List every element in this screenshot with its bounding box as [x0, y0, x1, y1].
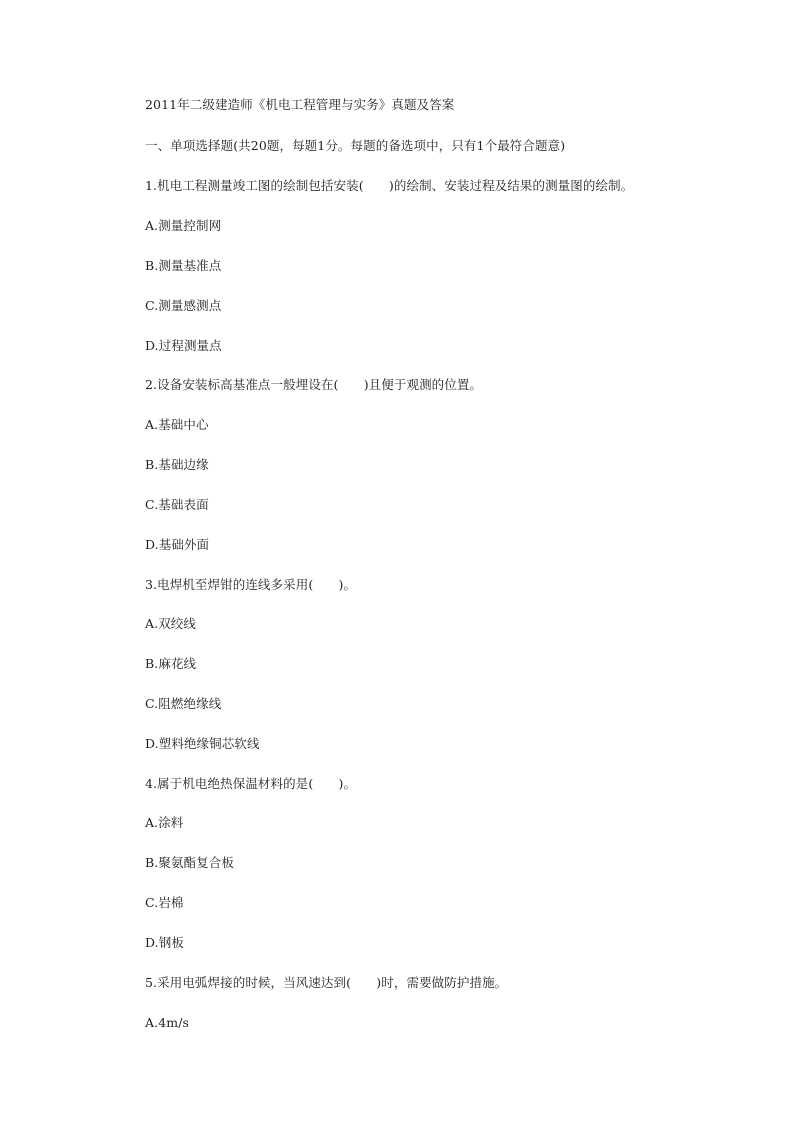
question-1-stem: 1.机电工程测量竣工图的绘制包括安装( )的绘制、安装过程及结果的测量图的绘制。 [145, 178, 634, 193]
question-1-option-c: C.测量感测点 [145, 298, 222, 313]
question-1-option-b: B.测量基准点 [145, 258, 222, 273]
question-2-option-d: D.基础外面 [145, 537, 210, 552]
question-3-stem: 3.电焊机至焊钳的连线多采用( )。 [145, 577, 357, 592]
question-2-option-a: A.基础中心 [145, 417, 209, 432]
question-4-stem: 4.属于机电绝热保温材料的是( )。 [145, 776, 357, 791]
question-2-option-b: B.基础边缘 [145, 457, 209, 472]
question-4-option-a: A.涂料 [145, 815, 184, 830]
question-3-option-b: B.麻花线 [145, 656, 197, 671]
question-4-option-c: C.岩棉 [145, 895, 184, 910]
document-title: 2011年二级建造师《机电工程管理与实务》真题及答案 [145, 97, 455, 112]
section-heading: 一、单项选择题(共20题，每题1分。每题的备选项中，只有1个最符合题意) [145, 138, 566, 153]
question-2-stem: 2.设备安装标高基准点一般埋设在( )且便于观测的位置。 [145, 377, 483, 392]
question-4-option-d: D.钢板 [145, 935, 184, 950]
question-2-option-c: C.基础表面 [145, 497, 209, 512]
question-5-stem: 5.采用电弧焊接的时候，当风速达到( )时，需要做防护措施。 [145, 975, 508, 990]
question-1-option-a: A.测量控制网 [145, 218, 222, 233]
question-1-option-d: D.过程测量点 [145, 338, 222, 353]
question-3-option-c: C.阻燃绝缘线 [145, 696, 222, 711]
question-4-option-b: B.聚氨酯复合板 [145, 855, 234, 870]
question-5-option-a: A.4m/s [145, 1015, 190, 1030]
question-3-option-d: D.塑料绝缘铜芯软线 [145, 736, 260, 751]
question-3-option-a: A.双绞线 [145, 616, 197, 631]
